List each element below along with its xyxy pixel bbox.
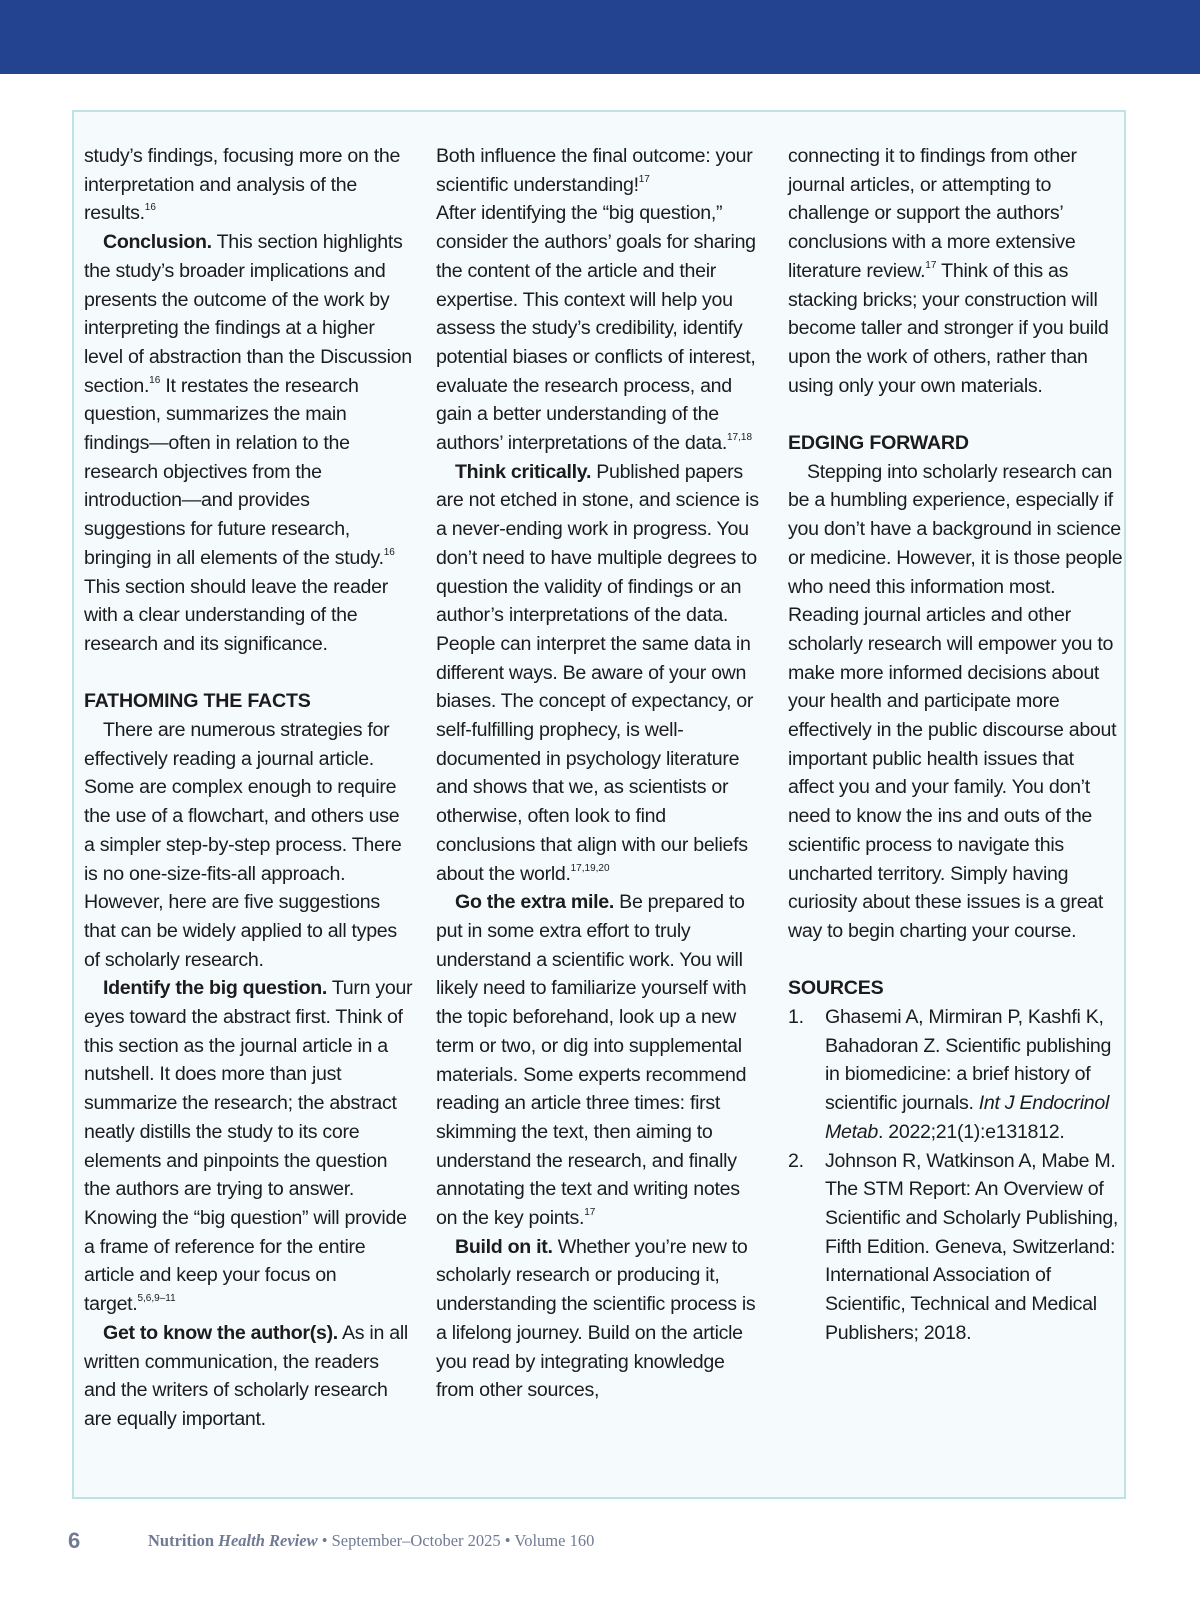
- paragraph: There are numerous strategies for effectively reading a journal article. Some are complex enough to require the use of a flowchart, and others use a simpler step-by-step process. There is no one-size-fits-all approach. However, here are five suggestions that can be widely applied to all types of scholarly research.: [84, 719, 402, 971]
- extra-mile-paragraph: Go the extra mile. Be prepared to put in some extra effort to truly understand a scientific work. You will likely need to familiarize yourself with the topic beforehand, look up a new term or two, or dig into supplemental materials. Some experts recommend reading an article three times: first skimming the text, then aiming to understand the research, and finally annotating the text and writing notes on the key points.$^{17}$: [436, 891, 747, 1230]
- citation: 17,18: [726, 432, 753, 444]
- subheading: Think critically.: [455, 460, 592, 483]
- subheading: Identify the big question.: [103, 977, 328, 1000]
- paragraph: Stepping into scholarly research can be a humbling experience, especially if you don’t have a background in science or medicine. However, it is those people who need this information most. Reading journal articles and other scholarly research will empower you to make more informed decisions about your health and participate more effectively in the public discourse about important public health issues that affect you and your family. You don’t need to know the ins and outs of the scientific process to navigate this uncharted territory. Simply having curiosity about these issues is a great way to begin charting your course.: [788, 460, 1123, 942]
- citation: 16: [383, 546, 395, 558]
- author-paragraph: Get to know the author(s). As in all written communication, the readers and the writers of scholarly research are equally important.: [84, 1321, 408, 1430]
- column-3: [788, 142, 1124, 1348]
- citation: 16: [149, 374, 161, 386]
- magazine-name-italic: Health Review: [218, 1531, 318, 1550]
- paragraph: connecting it to findings from other journal articles, or attempting to challenge or support the authors’ conclusions with a more extensive literature review.$^{17}$ Think of this as stacking bricks; your construction will become taller and stronger if you build upon the work of others, rather than using only your own materials.: [788, 145, 1109, 397]
- paragraph: study’s findings, focusing more on the interpretation and analysis of the results.$^{16}$: [84, 145, 401, 225]
- page-number: 6: [68, 1528, 81, 1553]
- paragraph: Both influence the final outcome: your scientific understanding!$^{17}$: [436, 145, 753, 196]
- section-heading: EDGING FORWARD: [788, 432, 969, 455]
- citation: 5,6,9–11: [137, 1293, 176, 1305]
- build-paragraph: Build on it. Whether you’re new to scholarly research or producing it, understanding the scientific process is a lifelong journey. Build on the article you read by integrating knowledge from other sources,: [436, 1235, 756, 1402]
- subheading: Go the extra mile.: [455, 891, 615, 914]
- footer-text: [148, 1531, 594, 1551]
- issue-info: • September–October 2025 • Volume 160: [317, 1531, 595, 1550]
- journal-title: Int J Endocrinol Metab: [825, 1092, 1110, 1143]
- citation: 16: [144, 202, 156, 214]
- source-item: 1. Ghasemi A, Mirmiran P, Kashfi K, Bahadoran Z. Scientific publishing in biomedicine: a brief history of scientific journals. Int J Endocrinol Metab. 2022;21(1):e131812.: [788, 1003, 1124, 1147]
- conclusion-paragraph: Conclusion. This section highlights the study’s broader implications and presents the outcome of the work by interpreting the findings at a higher level of abstraction than the Discussion section.$^{16}$ It restates the research question, summarizes the main findings—often in relation to the research objectives from the introduction—and provides suggestions for future research, bringing in all elements of the study.$^{16}$ This section should leave the reader with a clear understanding of the research and its significance.: [84, 231, 412, 655]
- page-footer: [0, 1528, 1200, 1558]
- subheading: Build on it.: [455, 1235, 553, 1258]
- paragraph: After identifying the “big question,” consider the authors’ goals for sharing the content of the article and their expertise. This context will help you assess the study’s credibility, identify potential biases or conflicts of interest, evaluate the research process, and gain a better understanding of the authors’ interpretations of the data.$^{17,18}$: [436, 202, 756, 455]
- citation: 17: [584, 1207, 596, 1219]
- sources-heading: SOURCES: [788, 977, 884, 1000]
- subheading: Conclusion.: [103, 231, 212, 254]
- citation: 17,19,20: [570, 862, 610, 874]
- source-number: 1.: [788, 1006, 804, 1029]
- column-1: [84, 142, 414, 1434]
- source-item: 2. Johnson R, Watkinson A, Mabe M. The STM Report: An Overview of Scientific and Scholarly Publishing, Fifth Edition. Geneva, Switzerland: International Association of Scientific, Technical and Medical Publishers; 2018.: [788, 1147, 1124, 1348]
- subheading: Get to know the author(s).: [103, 1321, 338, 1344]
- citation: 17: [925, 259, 937, 271]
- sources-list: [788, 1003, 1124, 1347]
- header-band: [0, 0, 1200, 74]
- citation: 17: [638, 173, 650, 185]
- big-question-paragraph: Identify the big question. Turn your eyes toward the abstract first. Think of this section as the journal article in a nutshell. It does more than just summarize the research; the abstract neatly distills the study to its core elements and pinpoints the question the authors are trying to answer. Knowing the “big question” will provide a frame of reference for the entire article and keep your focus on target.$^{5,6,9-11}$: [84, 977, 413, 1316]
- section-heading: FATHOMING THE FACTS: [84, 690, 311, 713]
- critical-paragraph: Think critically. Published papers are not etched in stone, and science is a never-ending work in progress. You don’t need to have multiple degrees to question the validity of findings or an author’s interpretations of the data. People can interpret the same data in different ways. Be aware of your own biases. The concept of expectancy, or self-fulfilling prophecy, is well-documented in psychology literature and shows that we, as scientists or otherwise, often look to find conclusions that align with our beliefs about the world.$^{17,19,20}$: [436, 460, 759, 885]
- magazine-name: Nutrition: [148, 1531, 219, 1550]
- source-number: 2.: [788, 1149, 804, 1172]
- article-body: [72, 110, 1126, 1499]
- column-2: [436, 142, 766, 1405]
